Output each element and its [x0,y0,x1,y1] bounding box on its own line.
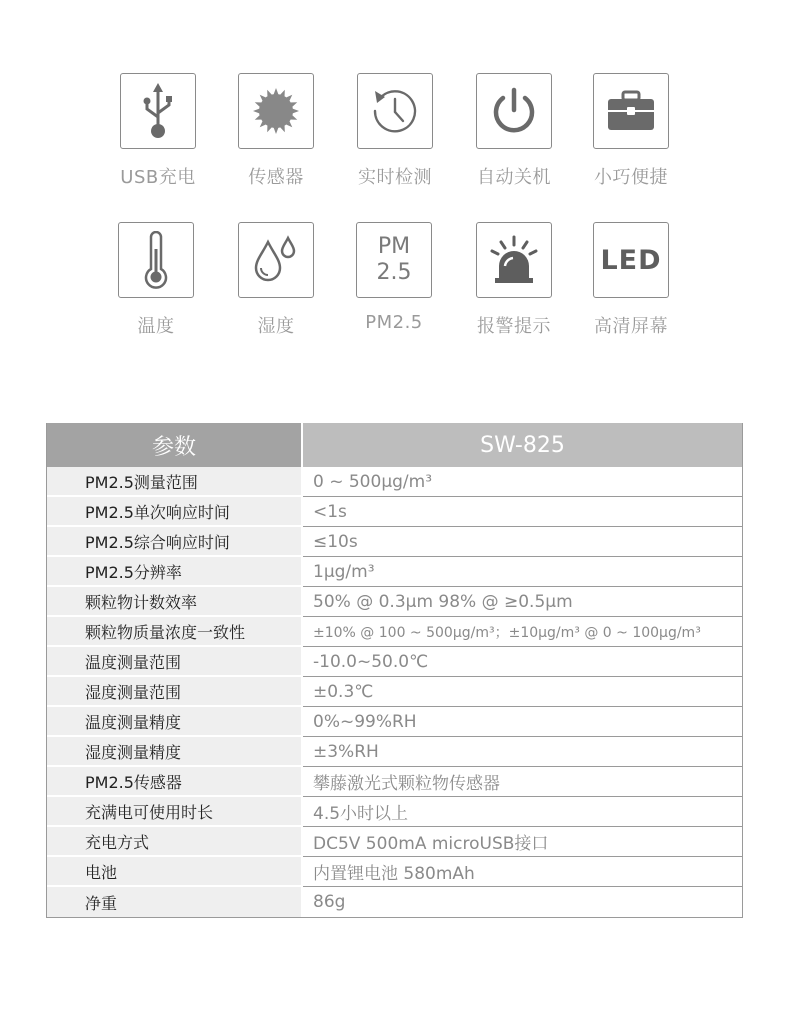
table-row [47,467,742,497]
spec-value: -10.0~50.0℃ [303,647,742,677]
feature-label: 实时检测 [358,167,432,188]
clock-icon-box [357,73,433,149]
feature-alarm [454,222,574,338]
alarm-icon-box [476,222,552,298]
thermometer-icon [141,231,171,289]
spec-value: DC5V 500mA microUSB接口 [303,827,742,857]
spec-key: PM2.5综合响应时间 [47,527,301,557]
spec-value: ±0.3℃ [303,677,742,707]
briefcase-icon-box [593,73,669,149]
spec-value: 86g [313,892,346,912]
alarm-light-icon [487,234,541,286]
spec-key: 温度测量精度 [47,707,301,737]
table-row [47,527,742,557]
usb-icon [138,81,178,141]
spec-value: 50% @ 0.3μm 98% @ ≥0.5μm [303,587,742,617]
briefcase-icon [605,88,657,134]
clock-history-icon [369,85,421,137]
spec-value: ±10% @ 100 ~ 500μg/m³；±10μg/m³ @ 0 ~ 100μg/m³ [303,617,742,647]
feature-label: 高清屏幕 [594,316,668,337]
table-row [47,677,742,707]
spec-key: 充满电可使用时长 [47,797,301,827]
spec-value: <1s [303,497,742,527]
table-row [47,557,742,587]
feature-label: 湿度 [257,316,295,337]
spec-value: ±3%RH [303,737,742,767]
feature-pm25 [334,222,454,333]
feature-sensor [216,73,336,189]
table-row [47,737,742,767]
feature-label: 温度 [137,316,175,337]
water-drops-icon-box [238,222,314,298]
spec-value: 0%~99%RH [303,707,742,737]
spec-key: PM2.5测量范围 [47,467,301,497]
spec-value: 1μg/m³ [303,557,742,587]
spec-key: PM2.5传感器 [47,767,301,797]
power-icon-box [476,73,552,149]
spec-key: 颗粒物计数效率 [47,587,301,617]
power-icon [488,85,540,137]
spec-key: 净重 [47,887,301,917]
led-icon-box [593,222,669,298]
spec-key: 充电方式 [47,827,301,857]
table-row [47,827,742,857]
feature-label: 传感器 [248,167,304,188]
spec-key: 颗粒物质量浓度一致性 [47,617,301,647]
feature-label: 小巧便捷 [594,167,668,188]
pm25-icon-box [356,222,432,298]
table-row [47,857,742,887]
feature-portable [571,73,691,189]
pm25-text-icon [377,234,412,286]
spec-value: 内置锂电池 580mAh [303,857,742,887]
feature-label: 报警提示 [477,316,551,337]
pm-number-text: 2.5 [376,260,412,285]
feature-label: 自动关机 [477,167,551,188]
spec-key: PM2.5分辨率 [47,557,301,587]
feature-label: USB充电 [120,167,196,188]
header-param: 参数 [47,423,301,467]
spec-key: 湿度测量范围 [47,677,301,707]
table-row [47,617,742,647]
spec-key: 温度测量范围 [47,647,301,677]
thermometer-icon-box [118,222,194,298]
spec-key: 湿度测量精度 [47,737,301,767]
feature-realtime-detection [335,73,455,189]
spec-table-header [47,423,742,467]
spec-key: 电池 [47,857,301,887]
table-row [47,587,742,617]
sensor-icon-box [238,73,314,149]
feature-hd-screen [571,222,691,338]
feature-usb-charging [98,73,218,189]
led-text-icon: LED [600,244,662,276]
spec-key: PM2.5单次响应时间 [47,497,301,527]
spec-value: ≤10s [303,527,742,557]
feature-label: PM2.5 [365,312,423,333]
spec-table [46,423,743,918]
feature-auto-shutdown [454,73,574,189]
spec-value: 4.5小时以上 [303,797,742,827]
table-row [47,797,742,827]
sensor-gear-icon [251,86,301,136]
table-row [47,767,742,797]
usb-icon-box [120,73,196,149]
table-row [47,707,742,737]
table-row [47,647,742,677]
pm-text: PM [377,234,411,259]
feature-humidity [216,222,336,338]
table-row [47,497,742,527]
header-model: SW-825 [303,423,742,467]
feature-temperature [96,222,216,338]
water-drops-icon [248,234,304,286]
table-row [47,887,742,917]
spec-value: 0 ~ 500μg/m³ [303,467,742,497]
spec-value: 攀藤激光式颗粒物传感器 [303,767,742,797]
